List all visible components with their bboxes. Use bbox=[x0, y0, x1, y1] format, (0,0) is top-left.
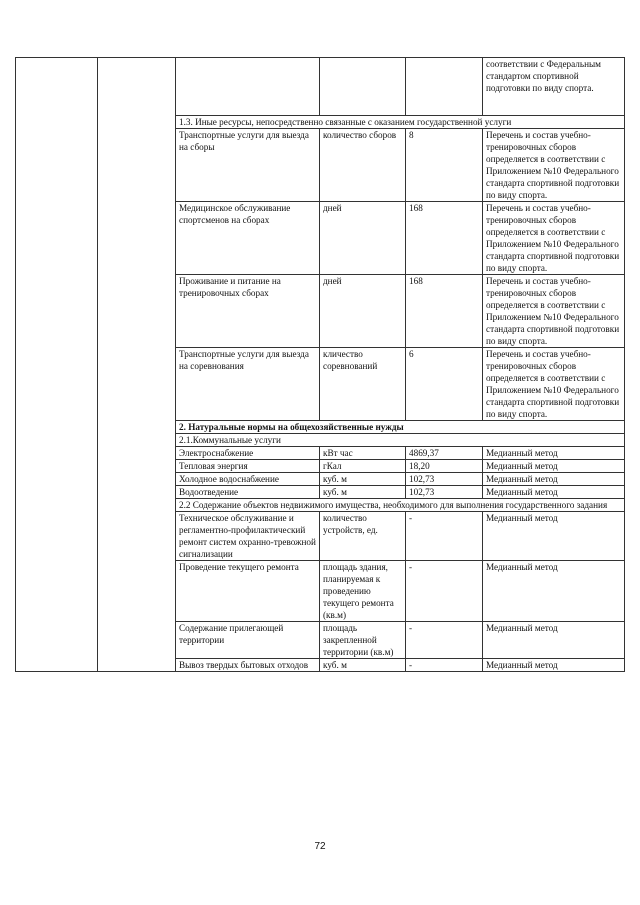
unit-cell: кличество соревнований bbox=[320, 348, 406, 421]
left-margin-column-2 bbox=[98, 58, 176, 672]
resource-name-cell: Проведение текущего ремонта bbox=[176, 561, 320, 622]
value-cell: - bbox=[406, 622, 483, 659]
note-cell: Медианный метод bbox=[483, 447, 625, 460]
value-cell: 4869,37 bbox=[406, 447, 483, 460]
unit-cell: площадь закрепленной территории (кв.м) bbox=[320, 622, 406, 659]
table-row-continued bbox=[16, 58, 625, 116]
note-cell: Медианный метод bbox=[483, 486, 625, 499]
value-cell: 18,20 bbox=[406, 460, 483, 473]
section-2-1-heading: 2.1.Коммунальные услуги bbox=[176, 434, 625, 447]
value-cell: - bbox=[406, 659, 483, 672]
resource-name-cell: Холодное водоснабжение bbox=[176, 473, 320, 486]
resource-name-cell: Водоотведение bbox=[176, 486, 320, 499]
value-cell: 8 bbox=[406, 129, 483, 202]
note-cell: Медианный метод bbox=[483, 473, 625, 486]
resource-name-cell: Электроснабжение bbox=[176, 447, 320, 460]
value-cell: 102,73 bbox=[406, 486, 483, 499]
note-cell: соответствии с Федеральным стандартом спортивной подготовки по виду спорта. bbox=[483, 58, 625, 116]
resource-name-cell: Транспортные услуги для выезда на сборы bbox=[176, 129, 320, 202]
unit-cell: площадь здания, планируемая к проведению текущего ремонта (кв.м) bbox=[320, 561, 406, 622]
unit-cell: количество устройств, ед. bbox=[320, 512, 406, 561]
resource-name-cell: Вывоз твердых бытовых отходов bbox=[176, 659, 320, 672]
page-number: 72 bbox=[314, 841, 326, 852]
value-cell: 168 bbox=[406, 202, 483, 275]
value-cell: 168 bbox=[406, 275, 483, 348]
note-cell: Медианный метод bbox=[483, 512, 625, 561]
unit-cell: кВт час bbox=[320, 447, 406, 460]
note-cell: Перечень и состав учебно-тренировочных сборов определяется в соответствии с Приложением №10 Федерального стандарта спортивной подготовки по виду спорта. bbox=[483, 275, 625, 348]
note-cell: Перечень и состав учебно-тренировочных сборов определяется в соответствии с Приложением №10 Федерального стандарта спортивной подготовки по виду спорта. bbox=[483, 129, 625, 202]
resource-name-cell: Содержание прилегающей территории bbox=[176, 622, 320, 659]
unit-cell: дней bbox=[320, 202, 406, 275]
note-cell: Медианный метод bbox=[483, 659, 625, 672]
unit-cell: куб. м bbox=[320, 659, 406, 672]
resource-name-cell: Медицинское обслуживание спортсменов на сборах bbox=[176, 202, 320, 275]
section-2-heading: 2. Натуральные нормы на общехозяйственные нужды bbox=[176, 421, 625, 434]
table-cell bbox=[320, 58, 406, 116]
resource-name-cell: Проживание и питание на тренировочных сборах bbox=[176, 275, 320, 348]
unit-cell: количество сборов bbox=[320, 129, 406, 202]
unit-cell: куб. м bbox=[320, 486, 406, 499]
resource-name-cell: Транспортные услуги для выезда на соревнования bbox=[176, 348, 320, 421]
unit-cell: дней bbox=[320, 275, 406, 348]
section-1-3-heading: 1.3. Иные ресурсы, непосредственно связанные с оказанием государственной услуги bbox=[176, 116, 625, 129]
value-cell: - bbox=[406, 512, 483, 561]
table-cell bbox=[176, 58, 320, 116]
value-cell: - bbox=[406, 561, 483, 622]
table-cell bbox=[406, 58, 483, 116]
left-margin-column-1 bbox=[16, 58, 98, 672]
unit-cell: куб. м bbox=[320, 473, 406, 486]
note-cell: Медианный метод bbox=[483, 622, 625, 659]
note-cell: Медианный метод bbox=[483, 460, 625, 473]
resource-name-cell: Тепловая энергия bbox=[176, 460, 320, 473]
note-cell: Перечень и состав учебно-тренировочных сборов определяется в соответствии с Приложением №10 Федерального стандарта спортивной подготовки по виду спорта. bbox=[483, 202, 625, 275]
section-2-2-heading: 2.2 Содержание объектов недвижимого имущества, необходимого для выполнения государственного задания bbox=[176, 499, 625, 512]
value-cell: 102,73 bbox=[406, 473, 483, 486]
note-cell: Медианный метод bbox=[483, 561, 625, 622]
resource-name-cell: Техническое обслуживание и регламентно-профилактический ремонт систем охранно-тревожной сигнализации bbox=[176, 512, 320, 561]
unit-cell: гКал bbox=[320, 460, 406, 473]
note-cell: Перечень и состав учебно-тренировочных сборов определяется в соответствии с Приложением №10 Федерального стандарта спортивной подготовки по виду спорта. bbox=[483, 348, 625, 421]
value-cell: 6 bbox=[406, 348, 483, 421]
norms-table bbox=[15, 57, 625, 672]
